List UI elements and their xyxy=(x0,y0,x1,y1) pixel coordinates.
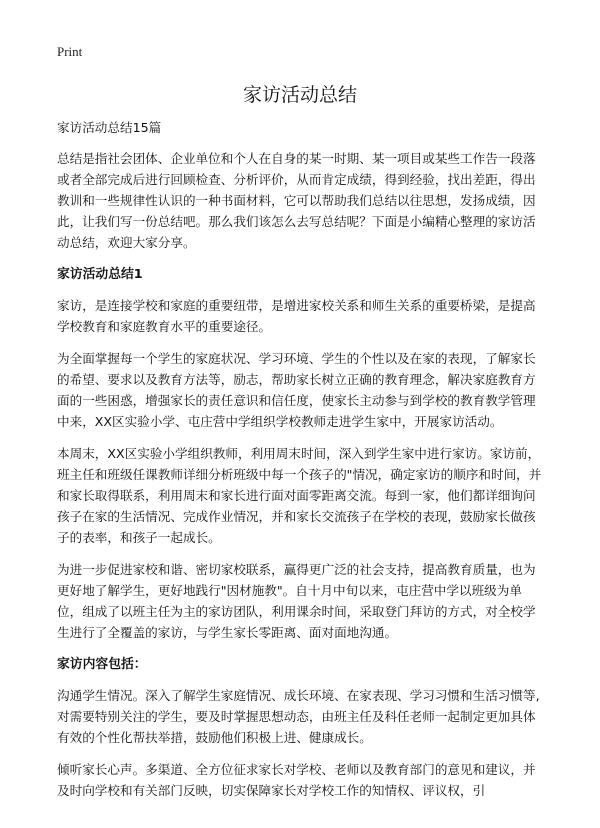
section1-paragraph: 家访，是连接学校和家庭的重要纽带，是增进家校关系和师生关系的重要桥梁，是提高学校教育和家庭教育水平的重要途径。 xyxy=(57,298,536,334)
document-subtitle: 家访活动总结15篇 xyxy=(57,120,162,135)
document-title: 家访活动总结 xyxy=(242,84,357,106)
intro-paragraph: 总结是指社会团体、企业单位和个人在自身的某一时期、某一项目或某些工作告一段落或者全部完成后进行回顾检查、分析评价，从而肯定成绩，得到经验，找出差距，得出教训和一些规律性认识的一种书面材料，它可以帮助我们总结以往思想，发扬成绩，因此，让我们写一份总结吧。那么我们该怎么去写总结呢？下面是小编精心整理的家访活动总结，欢迎大家分享。 xyxy=(57,151,536,250)
print-link[interactable]: Print xyxy=(57,44,83,59)
section1-paragraph: 本周末，XX区实验小学组织教师，利用周末时间，深入到学生家中进行家访。家访前，班主任和班级任课教师详细分析班级中每一个孩子的"情况，确定家访的顺序和时间，并和家长取得联系，利用周末和家长进行面对面零距离交流。每到一家，他们都详细询问孩子在家的生活情况、完成作业情况，并和家长交流孩子在学校的表现，鼓励家长做孩子的表率，和孩子一起成长。 xyxy=(57,446,542,545)
section-heading-2: 家访内容包括： xyxy=(57,657,147,672)
section2-paragraph: 沟通学生情况。深入了解学生家庭情况、成长环境、在家表现、学习习惯和生活习惯等,对需要特别关注的学生，要及时掌握思想动态，由班主任及科任老师一起制定更加具体有效的个性化帮扶举措，鼓励他们积极上进、健康成长。 xyxy=(57,688,540,745)
section2-paragraph: 倾听家长心声。多渠道、全方位征求家长对学校、老师以及教育部门的意见和建议，并及时向学校和有关部门反映，切实保障家长对学校工作的知情权、评议权，引 xyxy=(57,762,536,798)
section1-paragraph: 为进一步促进家校和谐、密切家校联系，赢得更广泛的社会支持，提高教育质量，也为更好地了解学生，更好地践行"因材施教"。自十月中旬以来，屯庄营中学以班级为单位，组成了以班主任为主的家访团队，利用课余时间，采取登门拜访的方式，对全校学生进行了全覆盖的家访，与学生家长零距离、面对面地沟通。 xyxy=(57,562,536,640)
section1-paragraph: 为全面掌握每一个学生的家庭状况、学习环境、学生的个性以及在家的表现，了解家长的希望、要求以及教育方法等，励志，帮助家长树立正确的教育理念，解决家庭教育方面的一些困惑，增强家长的责任意识和信任度，使家长主动参与到学校的教育教学管理中来，XX区实验小学、屯庄营中学组织学校教师走进学生家中，开展家访活动。 xyxy=(57,351,536,429)
document-body xyxy=(57,117,547,812)
section-heading-1: 家访活动总结1 xyxy=(57,267,143,282)
